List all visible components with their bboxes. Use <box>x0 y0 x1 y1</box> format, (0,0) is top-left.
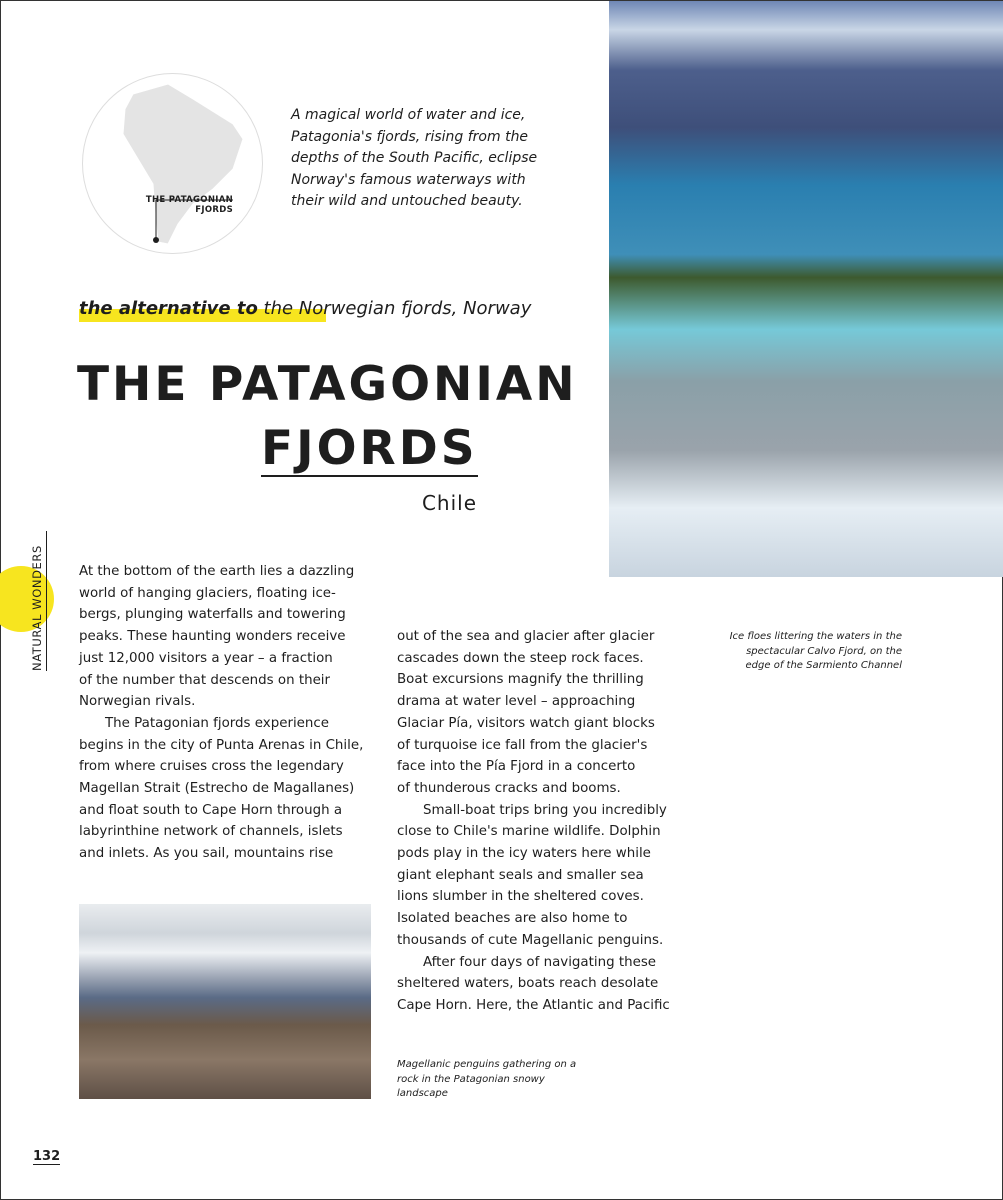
body-text-line: peaks. These haunting wonders receive <box>79 629 346 645</box>
body-text-line: out of the sea and glacier after glacier <box>397 629 655 644</box>
body-text-line: and inlets. As you sail, mountains rise <box>79 846 334 862</box>
body-text-line: begins in the city of Punta Arenas in Chile, <box>79 737 364 753</box>
penguins-photo-caption: Magellanic penguins gathering on a rock in the Patagonian snowy landscape <box>397 1059 577 1100</box>
alternative-prefix: the alternative to <box>79 298 258 319</box>
continent-map-icon <box>83 74 263 254</box>
body-text-line: world of hanging glaciers, floating ice- <box>79 585 336 601</box>
body-text-line: giant elephant seals and smaller sea <box>397 867 644 883</box>
body-text-line: close to Chile's marine wildlife. Dolphin <box>397 824 661 840</box>
body-text-line: drama at water level – approaching <box>397 694 636 710</box>
map-label <box>121 195 233 215</box>
body-column-1 <box>79 561 363 865</box>
body-text-line: thousands of cute Magellanic penguins. <box>397 932 664 948</box>
body-text-line: and float south to Cape Horn through a <box>79 802 343 818</box>
body-text-line: Boat excursions magnify the thrilling <box>397 672 644 688</box>
body-column-2 <box>397 626 670 1017</box>
body-text-line: At the bottom of the earth lies a dazzling <box>79 564 355 579</box>
page-number: 132 <box>33 1149 61 1164</box>
body-text-line: Magellan Strait (Estrecho de Magallanes) <box>79 781 355 797</box>
body-text-line: lions slumber in the sheltered coves. <box>397 889 644 905</box>
map-label-line1: THE PATAGONIAN <box>145 195 233 205</box>
page-title-line2: FJORDS <box>261 421 478 476</box>
body-text-line: just 12,000 visitors a year – a fraction <box>79 650 333 666</box>
body-text-line: sheltered waters, boats reach desolate <box>397 976 659 992</box>
body-text-line: face into the Pía Fjord in a concerto <box>397 759 636 775</box>
body-text-line: pods play in the icy waters here while <box>397 846 651 862</box>
body-text-line: Cape Horn. Here, the Atlantic and Pacific <box>397 997 670 1013</box>
fjord-aerial-photo <box>609 1 1003 577</box>
country-label: Chile <box>421 491 477 515</box>
body-text-line: of thunderous cracks and booms. <box>397 780 621 796</box>
body-text-line: After four days of navigating these <box>423 954 657 970</box>
body-text-line: of the number that descends on their <box>79 672 331 688</box>
section-divider <box>46 531 47 671</box>
penguins-photo <box>79 904 371 1099</box>
intro-text: A magical world of water and ice, Patagonia's fjords, rising from the depths of the South Pacific, eclipse Norway's famous waterways with their wild and untouched beauty. <box>291 107 538 210</box>
body-text-line: from where cruises cross the legendary <box>79 759 344 775</box>
south-america-locator-map <box>82 73 263 254</box>
body-text-line: cascades down the steep rock faces. <box>397 650 644 666</box>
body-text-line: Small-boat trips bring you incredibly <box>423 802 667 818</box>
alternative-line <box>79 298 531 319</box>
fjord-photo-caption: Ice floes littering the waters in the spectacular Calvo Fjord, on the edge of the Sarmiento Channel <box>729 631 902 672</box>
map-label-line2: FJORDS <box>195 205 233 215</box>
body-text-line: Isolated beaches are also home to <box>397 911 628 927</box>
body-text-line: The Patagonian fjords experience <box>105 715 329 731</box>
section-label: NATURAL WONDERS <box>30 545 44 671</box>
page-title-line1: THE PATAGONIAN <box>77 357 578 412</box>
body-text-line: Glaciar Pía, visitors watch giant blocks <box>397 715 655 731</box>
body-text-line: bergs, plunging waterfalls and towering <box>79 607 346 623</box>
body-text-line: Norwegian rivals. <box>79 694 196 710</box>
body-text-line: of turquoise ice fall from the glacier's <box>397 737 648 753</box>
alternative-rest: the Norwegian fjords, Norway <box>257 298 532 319</box>
body-text-line: labyrinthine network of channels, islets <box>79 824 343 840</box>
